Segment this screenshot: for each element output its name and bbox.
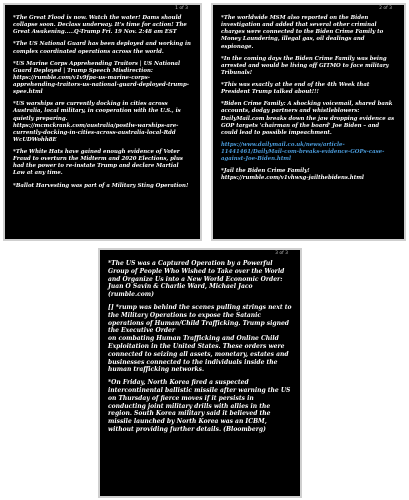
- card-2-paragraph-3: *This was exactly at the end of the 4th Week that President Trump talked about!!!: [221, 82, 372, 96]
- card-1-paragraph-4: *US warships are currently docking in cities across Australia, local military, in cooperation with the U.S., is quietly preparing. https://mcmckrank.com/australia/postlw-warships-are-currently-docking-in-cities-across-australia-local-Rdd WcUDWohh8E: [13, 101, 183, 143]
- page-indicator: 3 of 3: [275, 251, 288, 256]
- card-2-paragraph-4: *Biden Crime Family: A shocking voicemail, shared bank accounts, dodgy partners and whistleblowers: DailyMail.com breaks down the jaw dropping evidence as GOP targets 'chairman of the board' Joe Biden – and could lead to possible impeachment.: [221, 101, 397, 136]
- page-indicator: 2 of 3: [379, 6, 392, 11]
- text-card-3: [98, 248, 302, 498]
- dailymail-link[interactable]: https://www.dailymail.co.uk/news/article-11441461/DailyMail-com-breaks-evidence-GOPs-case-against-Joe-Biden.html: [221, 141, 385, 163]
- card-3-paragraph-3: *On Friday, North Korea fired a suspected intercontinental ballistic missile after warning the US on Thursday of fierce moves if it persists in conducting joint military drills with allies in the region. South Korea military said it believed the missile launched by North Korea was an ICBM, without providing further details. (Bloomberg): [108, 379, 293, 433]
- card-1-paragraph-3: *US Marine Corps Apprehending Traitors | US National Guard Deployed | Trump Speech Misdirection: https://rumble.com/v1v9fpa-us-marine-corps-apprehending-traitors-us-national-guard-deployed-trump-spee.html: [13, 60, 189, 96]
- card-3-paragraph-2: [] *rump was behind the scenes pulling strings next to the Military Operations to expose the Satanic operations of Human/Child Trafficking. Trump signed the Executive Order on combating Human Trafficking and Online Child Exploitation in the United States. These orders were connected to seizing all assets, monetary, estates and businesses connected to the individuals inside the human trafficking networks.: [108, 303, 292, 374]
- card-1-paragraph-5: *The White Hats have gained enough evidence of Voter Fraud to overturn the Midterm and 2020 Elections, plus had the power to re-instate Trump and declare Martial Law at any time.: [13, 149, 185, 177]
- card-3-paragraph-1: *The US was a Captured Operation by a Powerful Group of People Who Wished to Take over the World and Organize Us into a New World Economic Order: Juan O Savin & Charlie Ward, Michael Jaco (rumble.com): [108, 260, 287, 299]
- card-1-paragraph-2: *The US National Guard has been deployed and working in complex coordinated operations across the world.: [13, 41, 193, 55]
- card-2-paragraph-2: *In the coming days the Biden Crime Family was being arrested and would be living off GITMO to face military Tribunals!: [221, 55, 391, 76]
- card-1-paragraph-6: *Ballot Harvesting was part of a Military Sting Operation!: [13, 182, 189, 189]
- card-2-paragraph-6: *Jail the Biden Crime Family! https://rumble.com/v1vhwxg-jailthebidens.html: [221, 168, 364, 182]
- card-1-paragraph-1: *The Great Flood is now. Watch the water! Dams should collapse soon. Declass underway. It's time for action! The Great Awakening.....Q-Trump Fri. 19 Nov. 2:48 am EST: [13, 15, 189, 36]
- text-card-2: [211, 3, 406, 241]
- page-indicator: 1 of 3: [175, 6, 188, 11]
- card-2-paragraph-1: *The worldwide MSM also reported on the Biden investigation and added that several other criminal charges were connected to the Biden Crime Family to Money Laundering, illegal gas, oil dealings and espionage.: [221, 15, 386, 50]
- text-card-1: [3, 3, 202, 241]
